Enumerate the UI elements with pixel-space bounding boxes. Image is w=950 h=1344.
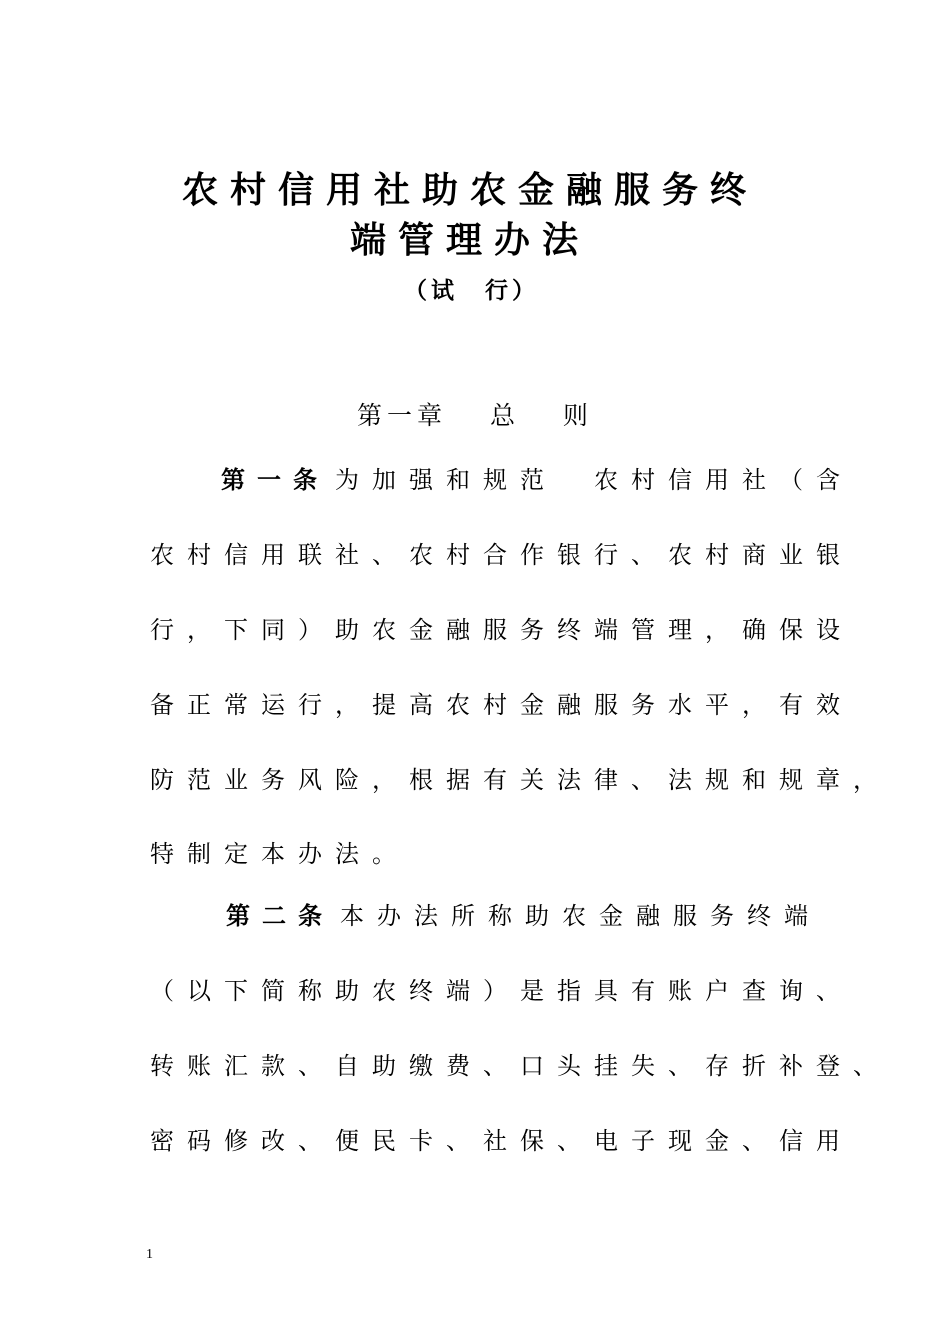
document-title-line-2: 端管理办法 [350, 219, 591, 261]
article-2-first-line [226, 896, 821, 931]
article-1-line: 备正常运行，提高农村金融服务水平，有效 [150, 691, 853, 719]
page-number: 1 [146, 1247, 153, 1262]
document-subtitle: （试 行） [404, 277, 539, 304]
article-1-label: 第一条 [221, 466, 329, 494]
article-1-text: 为加强和规范 农村信用社（含 [335, 466, 853, 494]
article-2-line: 密码修改、便民卡、社保、电子现金、信用 [150, 1127, 853, 1155]
article-1-line: 行，下同）助农金融服务终端管理，确保设 [150, 616, 853, 644]
article-1-first-line [221, 460, 853, 495]
article-1-line: 防范业务风险，根据有关法律、法规和规章， [150, 766, 890, 794]
article-1-line: 特制定本办法。 [150, 840, 409, 868]
chapter-heading: 第一章 总 则 [357, 401, 593, 430]
article-2-line: （以下简称助农终端）是指具有账户查询、 [150, 977, 853, 1005]
article-2-label: 第二条 [226, 902, 334, 930]
article-2-line: 转账汇款、自助缴费、口头挂失、存折补登、 [150, 1052, 890, 1080]
document-title-line-1: 农村信用社助农金融服务终 [182, 169, 759, 211]
article-2-text: 本办法所称助农金融服务终端 [340, 902, 821, 930]
article-1-line: 农村信用联社、农村合作银行、农村商业银 [150, 541, 853, 569]
